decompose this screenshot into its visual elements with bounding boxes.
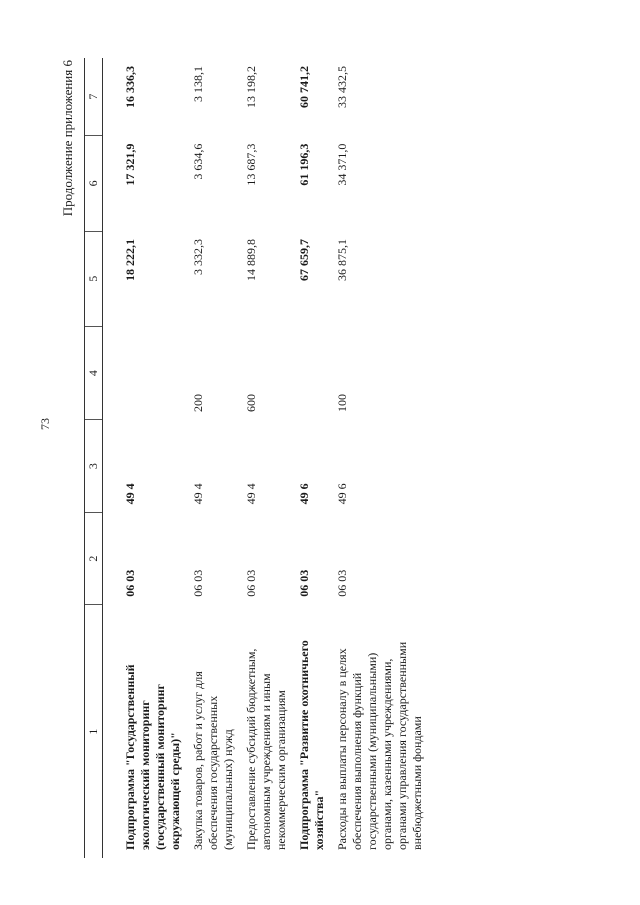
table-row: [331, 58, 429, 858]
row-amount-5: 14 889,8: [244, 239, 258, 282]
row-section: 06 03: [297, 569, 311, 597]
row-name: Подпрограмма "Государственный экологический мониторинг (государственный мониторинг окружающей среды)": [123, 664, 182, 850]
row-section: 06 03: [191, 569, 205, 597]
row-amount-7: 33 432,5: [335, 66, 349, 108]
row-amount-6: 13 687,3: [244, 143, 258, 186]
table-row: [103, 58, 188, 858]
table-row: [240, 58, 293, 858]
row-amount-7: 16 336,3: [123, 66, 137, 108]
row-expense-type: [293, 326, 331, 420]
row-name: Предоставление субсидий бюджетным, автономным учреждениям и иным некоммерческим организациям: [244, 648, 288, 850]
row-amount-5: 36 875,1: [335, 239, 349, 282]
row-amount-7: 13 198,2: [244, 66, 258, 108]
row-target-article: 49 4: [123, 483, 137, 505]
row-amount-6: 17 321,9: [123, 143, 137, 186]
budget-table: [84, 58, 429, 858]
row-amount-6: 3 634,6: [191, 143, 205, 180]
col-header-3: 3: [85, 420, 103, 512]
row-expense-type: [103, 326, 188, 420]
table-row: [187, 58, 240, 858]
appendix-caption: Продолжение приложения 6: [60, 60, 75, 217]
row-expense-type: 200: [191, 393, 205, 412]
col-header-7: 7: [85, 58, 103, 136]
row-amount-5: 18 222,1: [123, 239, 137, 282]
column-number-row: [85, 58, 103, 858]
col-header-2: 2: [85, 512, 103, 604]
col-header-1: 1: [85, 605, 103, 858]
row-amount-6: 34 371,0: [335, 143, 349, 186]
row-target-article: 49 4: [244, 483, 258, 505]
table-row: [293, 58, 331, 858]
col-header-6: 6: [85, 136, 103, 231]
row-amount-5: 67 659,7: [297, 239, 311, 282]
row-name: Подпрограмма "Развитие охотничьего хозяйства": [297, 640, 326, 850]
row-section: 06 03: [335, 569, 349, 597]
row-name: Расходы на выплаты персоналу в целях обеспечения выполнения функций государственными (муниципальными) органами, казенными учреждениями, органами управления государственными внебюджетными фондами: [335, 641, 424, 850]
row-target-article: 49 6: [335, 483, 349, 505]
row-target-article: 49 6: [297, 483, 311, 505]
row-expense-type: 600: [244, 393, 258, 412]
page-number: 73: [38, 418, 52, 430]
row-target-article: 49 4: [191, 483, 205, 505]
col-header-4: 4: [85, 326, 103, 420]
row-section: 06 03: [123, 569, 137, 597]
rotated-sheet: [54, 38, 614, 858]
row-section: 06 03: [244, 569, 258, 597]
row-expense-type: 100: [335, 393, 349, 412]
row-amount-7: 3 138,1: [191, 66, 205, 102]
row-amount-7: 60 741,2: [297, 66, 311, 108]
row-amount-5: 3 332,3: [191, 239, 205, 276]
row-amount-6: 61 196,3: [297, 143, 311, 186]
col-header-5: 5: [85, 231, 103, 326]
row-name: Закупка товаров, работ и услуг для обеспечения государственных (муниципальных) нужд: [191, 671, 235, 850]
